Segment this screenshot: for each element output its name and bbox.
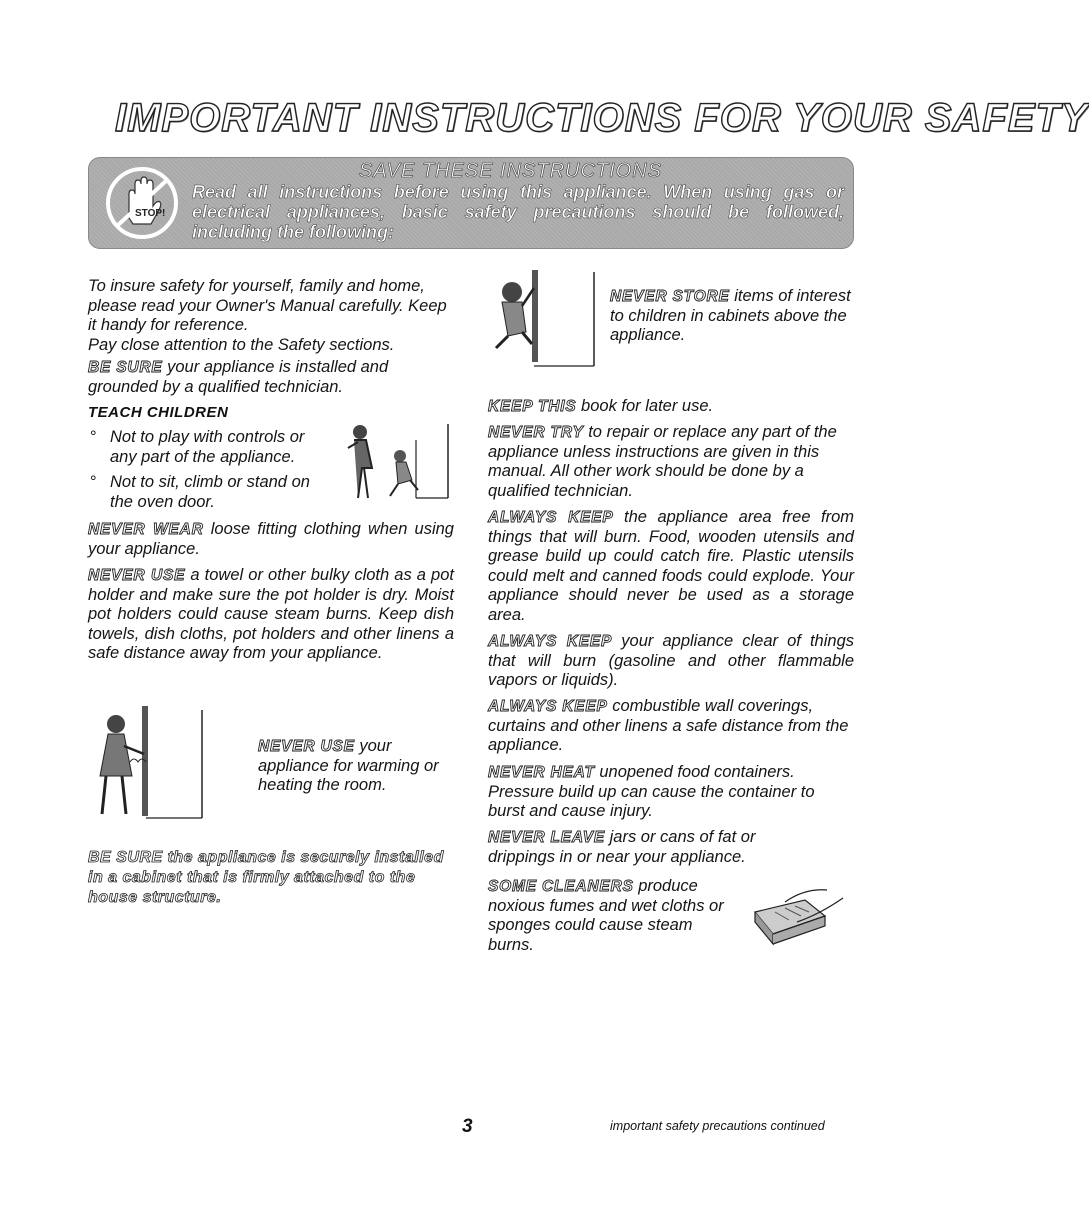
keyword: ALWAYS KEEP <box>488 633 613 650</box>
keyword: ALWAYS KEEP <box>488 698 608 715</box>
paragraph-text: book for later use. <box>576 397 714 415</box>
child-cabinet-illustration <box>488 266 598 370</box>
paragraph-text: a towel or other bulky cloth as a pot holder and make sure the pot holder is dry. Moist pot holders could cause steam burns. Keep dish towels, dish cloths, pot holders and other linens a safe distance away from your appliance. <box>88 566 454 662</box>
page-title: IMPORTANT INSTRUCTIONS FOR YOUR SAFETY <box>115 96 1089 140</box>
svg-text:STOP!: STOP! <box>135 208 166 219</box>
teach-children-heading: TEACH CHILDREN <box>88 404 229 421</box>
paragraph-text: your appliance for warming or heating the room. <box>258 737 439 794</box>
list-item: ° Not to sit, climb or stand on the oven door. <box>88 473 328 512</box>
continued-note: important safety precautions continued <box>610 1119 825 1133</box>
paragraph-text: produce noxious fumes and wet cloths or sponges could cause steam burns. <box>488 877 724 954</box>
keyword: NEVER TRY <box>488 424 584 441</box>
keyword: NEVER LEAVE <box>488 829 606 846</box>
intro-text-2: Pay close attention to the Safety sections. <box>88 335 395 354</box>
banner-text: Read all instructions before using this appliance. When using gas or electrical appliances, basic safety precautions should be followed, including the following: <box>192 182 844 242</box>
keyword: NEVER HEAT <box>488 764 595 781</box>
paragraph-text: your appliance is installed and grounded by a qualified technician. <box>88 358 389 396</box>
woman-warming-illustration <box>86 706 206 822</box>
teach-children-list <box>88 428 328 512</box>
be-sure-paragraph <box>88 358 454 397</box>
paragraph-text: your appliance clear of things that will burn (gasoline and other flammable vapors or liquids). <box>488 632 854 689</box>
never-use-paragraph <box>88 566 454 664</box>
never-try-paragraph <box>488 423 854 501</box>
paragraph-text: to repair or replace any part of the appliance unless instructions are given in this manual. All other work should be done by a qualified technician. <box>488 423 837 500</box>
stop-hand-icon <box>105 166 179 240</box>
always-keep-linens-paragraph <box>488 697 854 756</box>
keyword: NEVER USE <box>88 567 186 584</box>
keyword: BE SURE <box>88 359 163 376</box>
page-number: 3 <box>462 1116 473 1137</box>
never-store-paragraph <box>610 287 853 346</box>
banner-subtitle: SAVE THESE INSTRUCTIONS <box>359 160 663 182</box>
intro-text: To insure safety for yourself, family and home, please read your Owner's Manual carefully. Keep it handy for reference. <box>88 277 447 334</box>
some-cleaners-paragraph <box>488 877 738 955</box>
keyword: NEVER WEAR <box>88 521 204 538</box>
keyword: NEVER USE <box>258 738 355 755</box>
paragraph-text: combustible wall coverings, curtains and other linens a safe distance from the appliance. <box>488 697 849 754</box>
never-leave-paragraph <box>488 828 798 867</box>
intro-paragraph <box>88 277 454 355</box>
always-keep-clear-paragraph <box>488 632 854 691</box>
never-heat-paragraph <box>488 763 854 822</box>
never-wear-paragraph <box>88 520 454 559</box>
paragraph-text: jars or cans of fat or drippings in or near your appliance. <box>488 828 756 866</box>
secure-installation-paragraph: BE SURE the appliance is securely installed in a cabinet that is firmly attached to the house structure. <box>88 849 444 906</box>
paragraph-text: loose fitting clothing when using your appliance. <box>88 520 454 558</box>
child-climbing-illustration <box>338 420 454 504</box>
keyword: SOME CLEANERS <box>488 878 634 895</box>
keyword: ALWAYS KEEP <box>488 509 614 526</box>
list-item: ° Not to play with controls or any part of the appliance. <box>88 428 328 467</box>
paragraph-text: the appliance area free from things that will burn. Food, wooden utensils and grease build up could catch fire. Plastic utensils could melt and canned foods could explode. Your appliance should never be used as a storage area. <box>488 508 854 624</box>
never-use-heating-paragraph <box>258 737 454 796</box>
always-keep-area-paragraph <box>488 508 854 625</box>
paragraph-text: items of interest to children in cabinets above the appliance. <box>610 287 851 344</box>
keep-this-paragraph <box>488 397 854 417</box>
keyword: KEEP THIS <box>488 398 577 415</box>
safety-banner <box>88 157 854 249</box>
sponge-hand-icon <box>745 882 850 952</box>
keyword: NEVER STORE <box>610 288 730 305</box>
paragraph-text: unopened food containers. Pressure build up can cause the container to burst and cause injury. <box>488 763 815 820</box>
